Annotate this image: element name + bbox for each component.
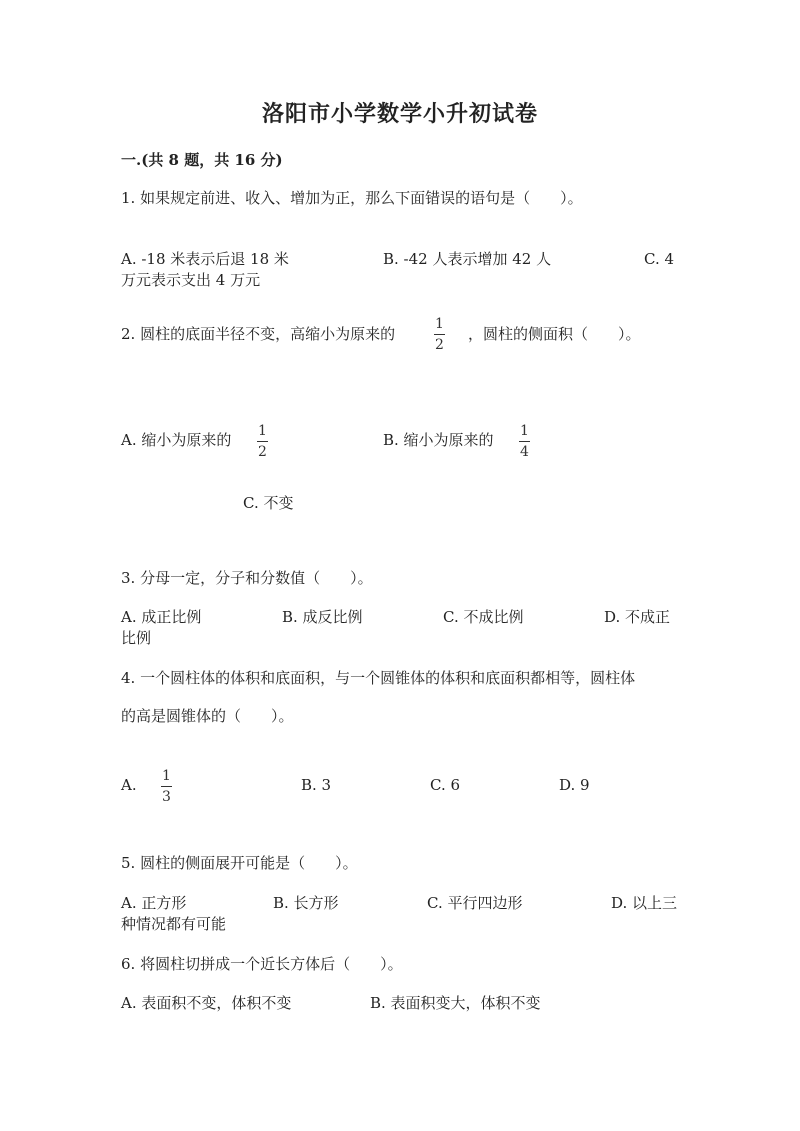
question-6-option-b: B. 表面积变大，体积不变 [370,994,541,1012]
fraction-denominator: 2 [258,444,267,460]
question-3-option-d-continued: 比例 [121,629,152,647]
question-3-option-c: C. 不成比例 [443,608,524,626]
question-2-option-b-fraction [519,424,530,460]
question-1-option-c-continued: 万元表示支出 4 万元 [121,271,261,289]
question-2-stem-end: ，圆柱的侧面积（ ）。 [468,325,641,343]
fraction-bar [434,334,445,335]
section-heading: 一.(共 8 题，共 16 分) [121,151,283,169]
fraction-denominator: 2 [435,337,444,353]
question-2-option-b: B. 缩小为原来的 [383,431,494,449]
fraction-numerator: 1 [520,423,529,439]
question-1-option-c: C. 4 [644,250,675,268]
question-6-option-a: A. 表面积不变，体积不变 [121,994,292,1012]
question-3-stem: 3. 分母一定，分子和分数值（ ）。 [121,569,373,587]
fraction-denominator: 3 [162,789,171,805]
fraction-bar [519,441,530,442]
question-3-option-b: B. 成反比例 [282,608,363,626]
fraction-numerator: 1 [258,423,267,439]
question-5-option-b: B. 长方形 [273,894,339,912]
question-1-option-b: B. -42 人表示增加 42 人 [383,250,552,268]
fraction-numerator: 1 [162,768,171,784]
question-2-stem-start: 2. 圆柱的底面半径不变，高缩小为原来的 [121,325,396,343]
question-5-option-a: A. 正方形 [121,894,187,912]
question-4-option-a: A. [121,776,137,794]
question-4-option-b: B. 3 [301,776,332,794]
question-4-stem-line-1: 4. 一个圆柱体的体积和底面积，与一个圆锥体的体积和底面积都相等，圆柱体 [121,669,636,687]
question-6-stem: 6. 将圆柱切拼成一个近长方体后（ ）。 [121,955,403,973]
question-2-option-c: C. 不变 [243,494,294,512]
question-4-option-d: D. 9 [559,776,590,794]
question-4-option-a-fraction [161,769,172,805]
question-1-stem: 1. 如果规定前进、收入、增加为正，那么下面错误的语句是（ ）。 [121,189,583,207]
fraction-denominator: 4 [520,444,529,460]
question-5-option-d-continued: 种情况都有可能 [121,915,227,933]
fraction-bar [161,786,172,787]
question-4-option-c: C. 6 [430,776,461,794]
question-5-option-d: D. 以上三 [611,894,678,912]
question-2-fraction [434,317,445,353]
question-3-option-d: D. 不成正 [604,608,671,626]
question-4-stem-line-2: 的高是圆锥体的（ ）。 [121,707,294,725]
fraction-numerator: 1 [435,316,444,332]
question-3-option-a: A. 成正比例 [121,608,202,626]
question-1-option-a: A. -18 米表示后退 18 米 [121,250,289,268]
question-2-option-a: A. 缩小为原来的 [121,431,232,449]
page-title: 洛阳市小学数学小升初试卷 [261,101,538,127]
question-5-option-c: C. 平行四边形 [427,894,523,912]
question-5-stem: 5. 圆柱的侧面展开可能是（ ）。 [121,854,358,872]
question-2-option-a-fraction [257,424,268,460]
fraction-bar [257,441,268,442]
